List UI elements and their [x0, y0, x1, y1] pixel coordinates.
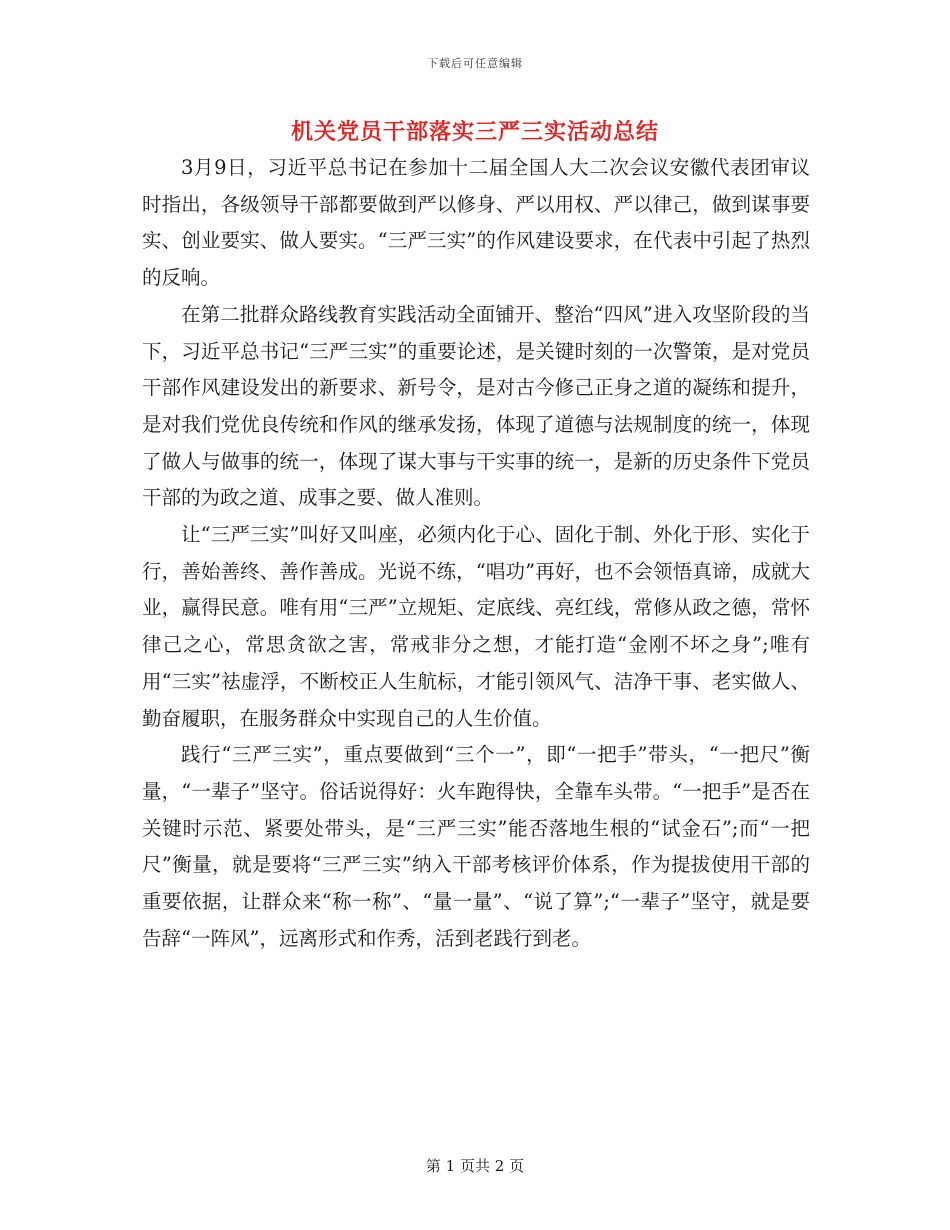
paragraph-3: 让“三严三实”叫好又叫座，必须内化于心、固化于制、外化于形、实化于行，善始善终、善作善成。光说不练，“唱功”再好，也不会领悟真谛，成就大业，赢得民意。唯有用“三严”立规矩、定底线、亮红线，常修从政之德，常怀律己之心，常思贪欲之害，常戒非分之想，才能打造“金刚不坏之身”;唯有用“三实”祛虚浮，不断校正人生航标，才能引领风气、洁净干事、老实做人、勤奋履职，在服务群众中实现自己的人生价值。	[142, 523, 810, 730]
paragraph-2: 在第二批群众路线教育实践活动全面铺开、整治“四风”进入攻坚阶段的当下，习近平总书记“三严三实”的重要论述，是关键时刻的一次警策，是对党员干部作风建设发出的新要求、新号令，是对古今修己正身之道的凝练和提升，是对我们党优良传统和作风的继承发扬，体现了道德与法规制度的统一，体现了做人与做事的统一，体现了谋大事与干实事的统一，是新的历史条件下党员干部的为政之道、成事之要、做人准则。	[142, 302, 810, 510]
document-body	[142, 150, 810, 957]
header-note: 下载后可任意编辑	[427, 57, 523, 70]
document-title: 机关党员干部落实三严三实活动总结	[290, 119, 659, 145]
paragraph-4: 践行“三严三实”，重点要做到“三个一”，即“一把手”带头，“一把尺”衡量，“一辈子”坚守。俗话说得好：火车跑得快，全靠车头带。“一把手”是否在关键时示范、紧要处带头，是“三严三实”能否落地生根的“试金石”;而“一把尺”衡量，就是要将“三严三实”纳入干部考核评价体系，作为提拔使用干部的重要依据，让群众来“称一称”、“量一量”、“说了算”;“一辈子”坚守，就是要告辞“一阵风”，远离形式和作秀，活到老践行到老。	[142, 743, 810, 950]
page-number: 第 1 页共 2 页	[425, 1157, 525, 1175]
paragraph-1: 3月9日，习近平总书记在参加十二届全国人大二次会议安徽代表团审议时指出，各级领导干部都要做到严以修身、严以用权、严以律己，做到谋事要实、创业要实、做人要实。“三严三实”的作风建设要求，在代表中引起了热烈的反响。	[142, 156, 810, 290]
